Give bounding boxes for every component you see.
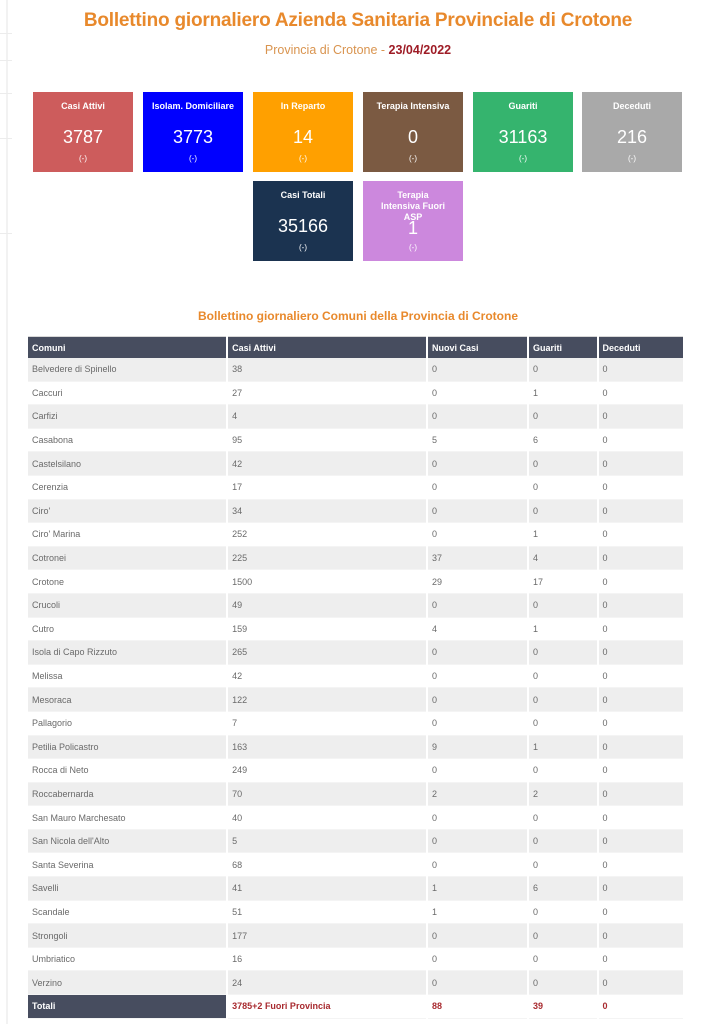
cell-comune: Ciro' [28, 500, 226, 524]
comuni-table [26, 336, 685, 1019]
cell-casi-attivi: 163 [228, 736, 426, 760]
cell-comune: Ciro' Marina [28, 523, 226, 547]
cell-nuovi-casi: 0 [428, 971, 527, 995]
cell-deceduti: 0 [599, 853, 683, 877]
cell-guariti: 0 [529, 901, 597, 925]
cell-casi-attivi: 34 [228, 500, 426, 524]
cell-deceduti: 0 [599, 783, 683, 807]
table-row [28, 641, 683, 665]
cell-guariti: 0 [529, 712, 597, 736]
table-row [28, 570, 683, 594]
card-casi-attivi [33, 92, 133, 172]
cell-nuovi-casi: 5 [428, 429, 527, 453]
table-row [28, 948, 683, 972]
cell-comune: Cerenzia [28, 476, 226, 500]
card-isolamento-domiciliare [143, 92, 243, 172]
cell-comune: Caccuri [28, 382, 226, 406]
cell-nuovi-casi: 0 [428, 594, 527, 618]
cell-guariti: 0 [529, 853, 597, 877]
table-row [28, 901, 683, 925]
cell-casi-attivi: 5 [228, 830, 426, 854]
cell-nuovi-casi: 0 [428, 830, 527, 854]
cell-deceduti: 0 [599, 736, 683, 760]
card-change: (-) [409, 243, 417, 252]
cell-guariti: 2 [529, 783, 597, 807]
cell-deceduti: 0 [599, 358, 683, 382]
cell-guariti: 0 [529, 759, 597, 783]
card-terapia-intensiva-fuori-asp [363, 181, 463, 261]
card-label: In Reparto [280, 101, 326, 111]
cell-nuovi-casi: 37 [428, 547, 527, 571]
cell-deceduti: 0 [599, 830, 683, 854]
table-row [28, 618, 683, 642]
totals-guariti: 39 [529, 995, 597, 1019]
table-row [28, 924, 683, 948]
cell-casi-attivi: 38 [228, 358, 426, 382]
card-value: 35166 [277, 216, 329, 236]
cell-casi-attivi: 68 [228, 853, 426, 877]
cell-deceduti: 0 [599, 570, 683, 594]
cell-deceduti: 0 [599, 924, 683, 948]
cell-comune: Isola di Capo Rizzuto [28, 641, 226, 665]
cell-casi-attivi: 17 [228, 476, 426, 500]
cell-casi-attivi: 265 [228, 641, 426, 665]
cell-deceduti: 0 [599, 500, 683, 524]
cell-deceduti: 0 [599, 382, 683, 406]
table-header-row [28, 336, 683, 358]
cell-comune: Crotone [28, 570, 226, 594]
column-header-nuovi-casi: Nuovi Casi [428, 336, 527, 358]
table-row [28, 547, 683, 571]
cell-nuovi-casi: 0 [428, 641, 527, 665]
card-guariti [473, 92, 573, 172]
table-row [28, 688, 683, 712]
cell-comune: Crucoli [28, 594, 226, 618]
rail-tick [0, 33, 12, 34]
table-row [28, 712, 683, 736]
card-label: Deceduti [612, 101, 651, 111]
cell-deceduti: 0 [599, 641, 683, 665]
cell-casi-attivi: 42 [228, 665, 426, 689]
table-row [28, 500, 683, 524]
cell-casi-attivi: 177 [228, 924, 426, 948]
cell-deceduti: 0 [599, 452, 683, 476]
cell-comune: Petilia Policastro [28, 736, 226, 760]
table-row [28, 523, 683, 547]
cell-deceduti: 0 [599, 523, 683, 547]
cell-deceduti: 0 [599, 877, 683, 901]
cell-deceduti: 0 [599, 429, 683, 453]
cell-casi-attivi: 1500 [228, 570, 426, 594]
cell-nuovi-casi: 0 [428, 759, 527, 783]
card-label: Casi Attivi [61, 101, 105, 111]
cell-nuovi-casi: 0 [428, 382, 527, 406]
cell-casi-attivi: 24 [228, 971, 426, 995]
cell-comune: Castelsilano [28, 452, 226, 476]
cell-comune: Pallagorio [28, 712, 226, 736]
card-value: 0 [407, 127, 418, 147]
card-label: Isolam. Domiciliare [151, 101, 235, 111]
cell-casi-attivi: 95 [228, 429, 426, 453]
table-row [28, 405, 683, 429]
totals-nuovi-casi: 88 [428, 995, 527, 1019]
table-row [28, 783, 683, 807]
table-row [28, 806, 683, 830]
cell-guariti: 6 [529, 877, 597, 901]
cell-comune: Santa Severina [28, 853, 226, 877]
cell-deceduti: 0 [599, 806, 683, 830]
cell-nuovi-casi: 0 [428, 500, 527, 524]
totals-deceduti: 0 [599, 995, 683, 1019]
cell-deceduti: 0 [599, 405, 683, 429]
cell-casi-attivi: 225 [228, 547, 426, 571]
cell-guariti: 1 [529, 382, 597, 406]
table-row [28, 594, 683, 618]
card-value: 3787 [62, 127, 104, 147]
cell-casi-attivi: 159 [228, 618, 426, 642]
cell-deceduti: 0 [599, 476, 683, 500]
cell-guariti: 1 [529, 618, 597, 642]
cell-casi-attivi: 249 [228, 759, 426, 783]
card-value: 31163 [498, 127, 548, 147]
province-label: Provincia di Crotone - [264, 43, 389, 57]
table-row [28, 358, 683, 382]
cell-guariti: 0 [529, 594, 597, 618]
table-row [28, 759, 683, 783]
cell-casi-attivi: 7 [228, 712, 426, 736]
cell-guariti: 17 [529, 570, 597, 594]
cell-nuovi-casi: 0 [428, 806, 527, 830]
cell-guariti: 0 [529, 688, 597, 712]
cell-nuovi-casi: 1 [428, 901, 527, 925]
cell-nuovi-casi: 29 [428, 570, 527, 594]
cell-nuovi-casi: 1 [428, 877, 527, 901]
cell-casi-attivi: 4 [228, 405, 426, 429]
cell-comune: San Mauro Marchesato [28, 806, 226, 830]
cell-nuovi-casi: 0 [428, 924, 527, 948]
cell-deceduti: 0 [599, 712, 683, 736]
card-label: Casi Totali [280, 190, 326, 200]
cell-nuovi-casi: 0 [428, 405, 527, 429]
cell-casi-attivi: 16 [228, 948, 426, 972]
cell-guariti: 6 [529, 429, 597, 453]
cell-deceduti: 0 [599, 901, 683, 925]
cell-deceduti: 0 [599, 665, 683, 689]
cell-comune: Carfizi [28, 405, 226, 429]
rail-tick [0, 60, 12, 61]
cell-nuovi-casi: 0 [428, 523, 527, 547]
card-change: (-) [628, 154, 636, 163]
cell-comune: Casabona [28, 429, 226, 453]
totals-row [28, 995, 683, 1019]
cell-casi-attivi: 51 [228, 901, 426, 925]
table-row [28, 476, 683, 500]
table-row [28, 830, 683, 854]
cell-casi-attivi: 27 [228, 382, 426, 406]
cell-guariti: 0 [529, 405, 597, 429]
cell-guariti: 0 [529, 665, 597, 689]
page-title: Bollettino giornaliero Azienda Sanitaria Provinciale di Crotone [83, 10, 633, 31]
cell-comune: Belvedere di Spinello [28, 358, 226, 382]
cell-casi-attivi: 252 [228, 523, 426, 547]
cell-comune: Strongoli [28, 924, 226, 948]
cell-casi-attivi: 70 [228, 783, 426, 807]
column-header-casi-attivi: Casi Attivi [228, 336, 426, 358]
table-row [28, 971, 683, 995]
card-change: (-) [299, 243, 307, 252]
card-value: 3773 [172, 127, 214, 147]
totals-label: Totali [28, 995, 226, 1019]
card-change: (-) [519, 154, 527, 163]
cell-casi-attivi: 41 [228, 877, 426, 901]
cell-casi-attivi: 40 [228, 806, 426, 830]
cell-nuovi-casi: 0 [428, 476, 527, 500]
table-row [28, 736, 683, 760]
cell-deceduti: 0 [599, 688, 683, 712]
cell-guariti: 0 [529, 358, 597, 382]
cell-nuovi-casi: 4 [428, 618, 527, 642]
cell-guariti: 0 [529, 971, 597, 995]
table-body [28, 358, 683, 995]
cell-nuovi-casi: 0 [428, 688, 527, 712]
page-subtitle [0, 43, 716, 57]
cell-guariti: 4 [529, 547, 597, 571]
cell-casi-attivi: 42 [228, 452, 426, 476]
bulletin-date: 23/04/2022 [388, 43, 452, 57]
cell-nuovi-casi: 0 [428, 665, 527, 689]
card-casi-totali [253, 181, 353, 261]
cell-comune: Cutro [28, 618, 226, 642]
cell-guariti: 0 [529, 948, 597, 972]
card-label: Terapia Intensiva Fuori ASP [381, 190, 446, 222]
card-label: Terapia Intensiva [376, 101, 450, 111]
cell-deceduti: 0 [599, 547, 683, 571]
table-row [28, 665, 683, 689]
card-change: (-) [79, 154, 87, 163]
cell-nuovi-casi: 0 [428, 853, 527, 877]
cell-deceduti: 0 [599, 948, 683, 972]
left-rail [6, 0, 8, 1024]
cell-comune: Umbriatico [28, 948, 226, 972]
cell-guariti: 0 [529, 806, 597, 830]
cell-comune: San Nicola dell'Alto [28, 830, 226, 854]
card-in-reparto [253, 92, 353, 172]
column-header-comuni: Comuni [28, 336, 226, 358]
card-value: 14 [292, 127, 314, 147]
cell-guariti: 0 [529, 452, 597, 476]
totals-casi-attivi: 3785+2 Fuori Provincia [228, 995, 426, 1019]
table-row [28, 877, 683, 901]
cell-nuovi-casi: 9 [428, 736, 527, 760]
cell-guariti: 0 [529, 476, 597, 500]
card-terapia-intensiva [363, 92, 463, 172]
cell-nuovi-casi: 0 [428, 358, 527, 382]
card-label: Guariti [508, 101, 538, 111]
table-title: Bollettino giornaliero Comuni della Provincia di Crotone [197, 309, 519, 323]
cell-guariti: 0 [529, 830, 597, 854]
cell-comune: Verzino [28, 971, 226, 995]
rail-tick [0, 233, 12, 234]
cell-guariti: 1 [529, 523, 597, 547]
column-header-deceduti: Deceduti [599, 336, 683, 358]
cell-comune: Savelli [28, 877, 226, 901]
table-row [28, 853, 683, 877]
cell-nuovi-casi: 2 [428, 783, 527, 807]
table-row [28, 382, 683, 406]
cell-nuovi-casi: 0 [428, 948, 527, 972]
cell-casi-attivi: 122 [228, 688, 426, 712]
card-change: (-) [189, 154, 197, 163]
cell-deceduti: 0 [599, 594, 683, 618]
cell-nuovi-casi: 0 [428, 452, 527, 476]
rail-tick [0, 93, 12, 94]
cell-guariti: 0 [529, 500, 597, 524]
column-header-guariti: Guariti [529, 336, 597, 358]
rail-tick [0, 138, 12, 139]
cell-deceduti: 0 [599, 618, 683, 642]
card-deceduti [582, 92, 682, 172]
card-change: (-) [409, 154, 417, 163]
card-change: (-) [299, 154, 307, 163]
cell-guariti: 0 [529, 641, 597, 665]
cell-casi-attivi: 49 [228, 594, 426, 618]
card-value: 216 [616, 127, 648, 147]
cell-deceduti: 0 [599, 759, 683, 783]
cell-guariti: 1 [529, 736, 597, 760]
cell-comune: Rocca di Neto [28, 759, 226, 783]
cell-comune: Cotronei [28, 547, 226, 571]
cell-deceduti: 0 [599, 971, 683, 995]
cell-comune: Mesoraca [28, 688, 226, 712]
table-row [28, 452, 683, 476]
table-row [28, 429, 683, 453]
cell-comune: Scandale [28, 901, 226, 925]
cell-comune: Roccabernarda [28, 783, 226, 807]
card-value: 1 [407, 218, 418, 238]
cell-comune: Melissa [28, 665, 226, 689]
cell-nuovi-casi: 0 [428, 712, 527, 736]
cell-guariti: 0 [529, 924, 597, 948]
